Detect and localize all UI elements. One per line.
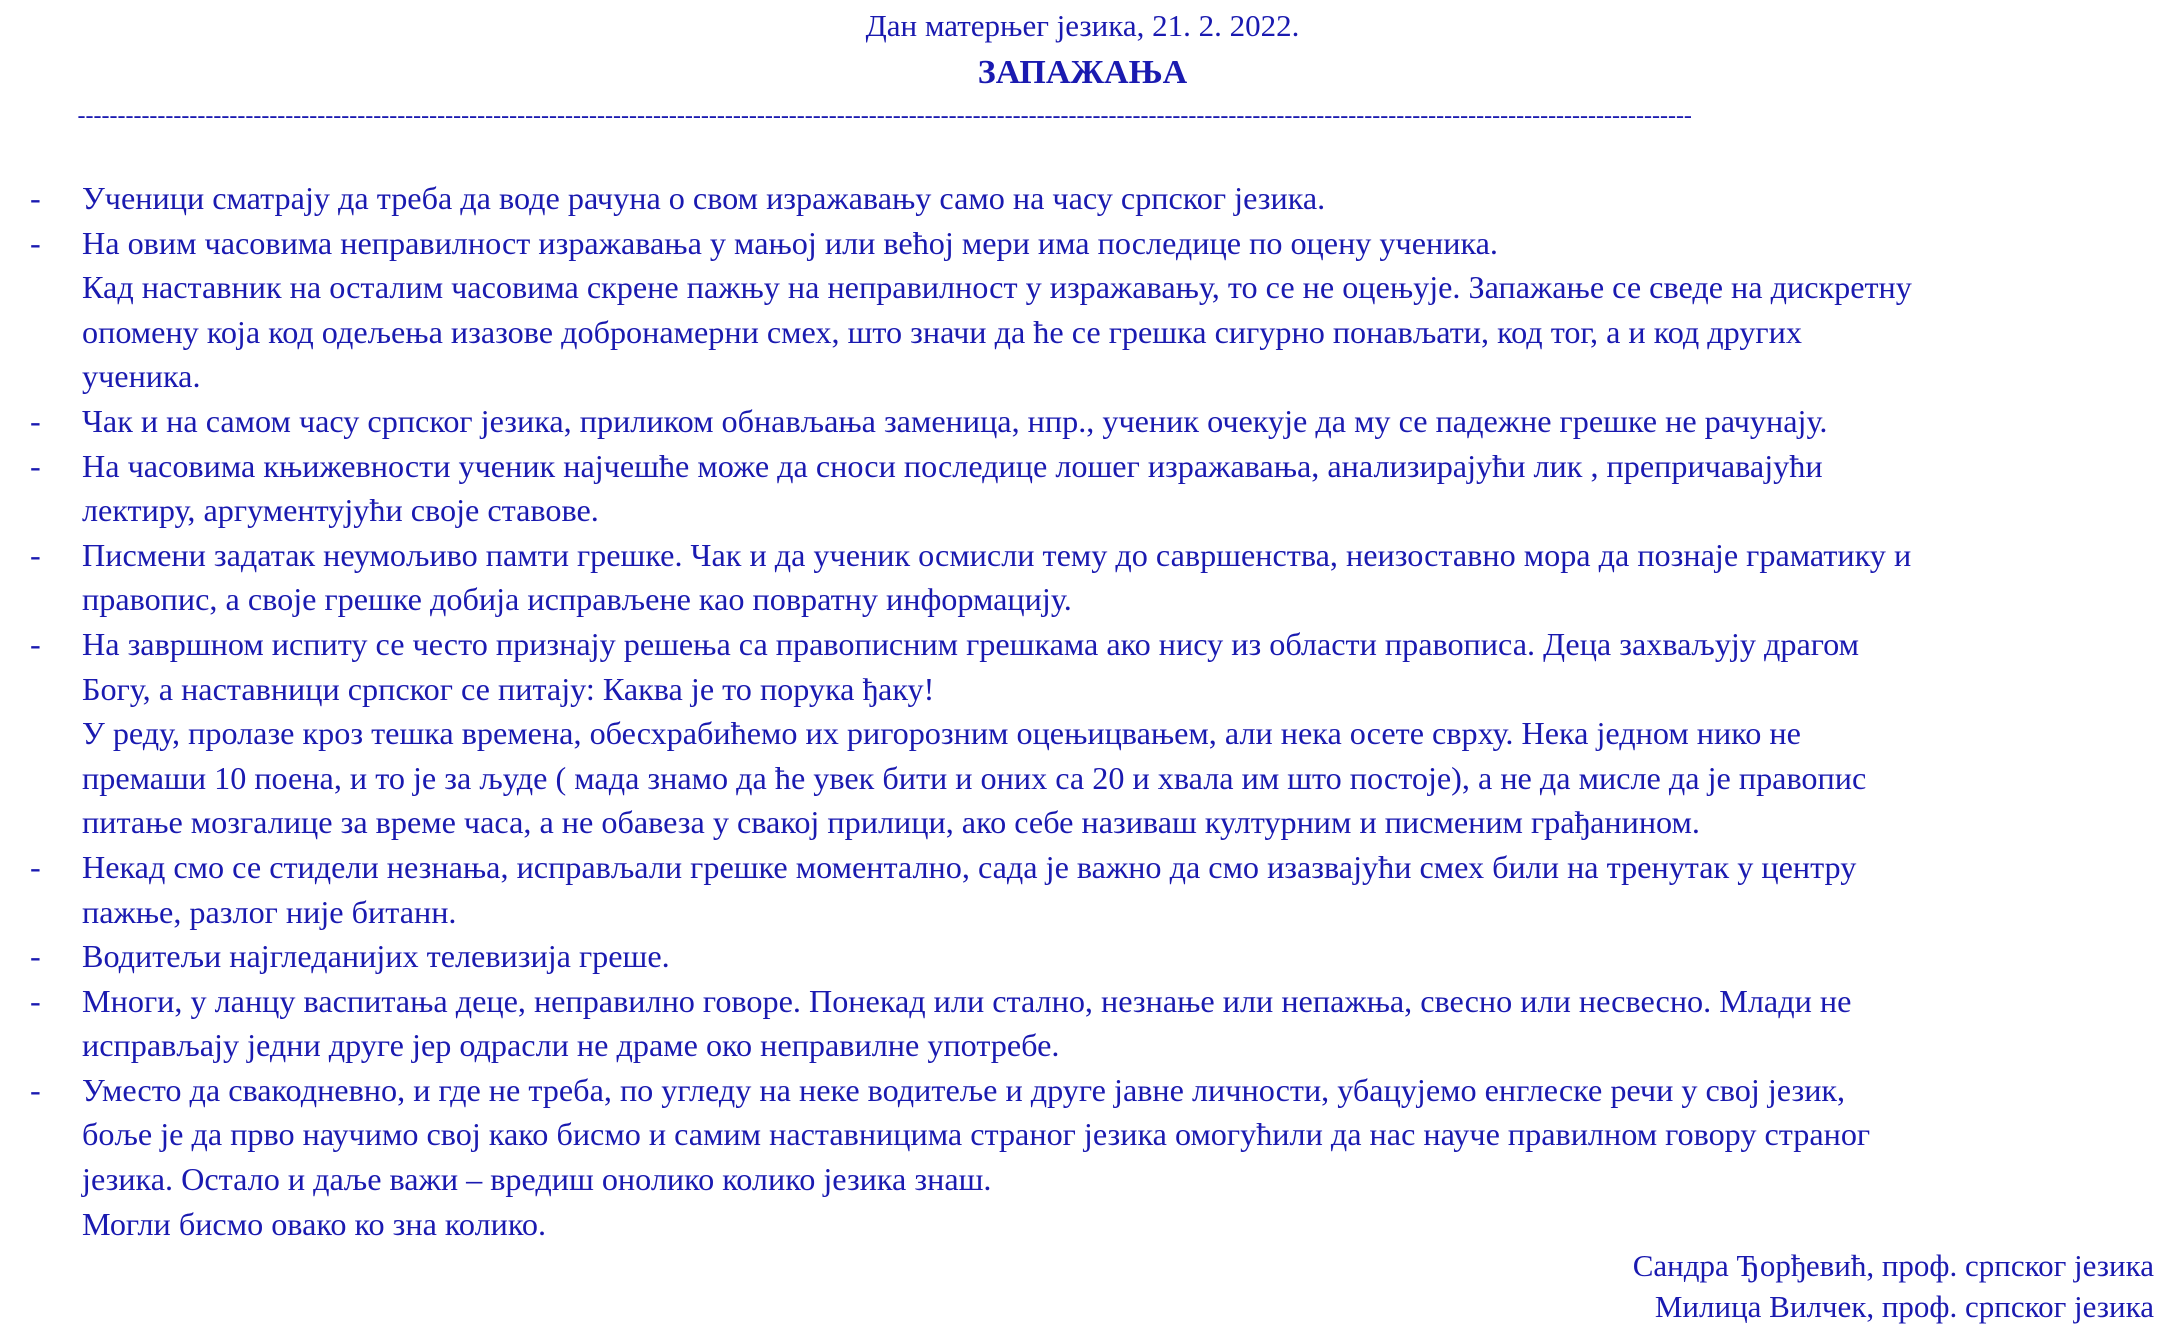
- list-item-line: питање мозгалице за време часа, а не обавеза у свакој прилици, ако себе називаш културним и писменим грађанином.: [82, 804, 1700, 841]
- list-item-line: Некад смо се стидели незнања, исправљали грешке моментално, сада је важно да смо изазвајући смех били на тренутак у центру: [82, 848, 1857, 885]
- list-bullet-dash: -: [30, 982, 41, 1019]
- list-item: [0, 399, 2165, 444]
- list-bullet-dash: -: [30, 536, 41, 573]
- list-item-line: На часовима књижевности ученик најчешће може да сноси последице лошег изражавања, анализирајући лик , препричавајући: [82, 447, 1823, 484]
- header-divider: ----------------------------------------------------------------------------------------------------------------------------------------------------------------------------------------------------------: [77, 103, 1692, 129]
- list-item-line: језика. Остало и даље важи – вредиш онолико колико језика знаш.: [82, 1161, 992, 1198]
- list-item-line: У реду, пролазе кроз тешка времена, обесхрабићемо их ригорозним оцењицвањем, али нека осете сврху. Нека једном нико не: [82, 715, 1801, 752]
- list-item-line: ученика.: [82, 358, 201, 395]
- list-bullet-dash: -: [30, 402, 41, 439]
- signature-line: Милица Вилчек, проф. српског језика: [1654, 1289, 2154, 1324]
- list-item: [0, 845, 2165, 934]
- list-bullet-dash: -: [30, 848, 41, 885]
- list-item-line: На овим часовима неправилност изражавања у мањој или већој мери има последице по оцену ученика.: [82, 224, 1498, 261]
- list-item: [0, 533, 2165, 622]
- list-item: [0, 221, 2165, 399]
- list-item-line: Ученици сматрају да треба да воде рачуна о свом изражавању само на часу српског језика.: [82, 180, 1326, 216]
- list-item-line: Богу, а наставници српског се питају: Каква је то порука ђаку!: [82, 670, 935, 707]
- document-title: ЗАПАЖАЊА: [977, 54, 1188, 91]
- list-item-line: правопис, а своје грешке добија исправљене као повратну информацију.: [82, 581, 1072, 618]
- list-item-line: премаши 10 поена, и то је за људе ( мада знамо да ће увек бити и оних са 20 и хвала им што постоје), а не да мисле да је правопис: [82, 759, 1867, 796]
- list-bullet-dash: -: [30, 447, 41, 484]
- list-item-line: Писмени задатак неумољиво памти грешке. Чак и да ученик осмисли тему до савршенства, неизоставно мора да познаје граматику и: [82, 536, 1912, 573]
- list-item-line: Могли бисмо овако ко зна колико.: [82, 1205, 547, 1242]
- list-item: [0, 979, 2165, 1068]
- list-item-line: исправљају једни друге јер одрасли не драме око неправилне употребе.: [82, 1027, 1060, 1064]
- document-subtitle: Дан матерњег језика, 21. 2. 2022.: [865, 8, 1300, 43]
- list-item-line: боље је да прво научимо свој како бисмо и самим наставницима страног језика омогућили да нас науче правилном говору страног: [82, 1116, 1871, 1153]
- list-item-line: лектиру, аргументујући своје ставове.: [82, 492, 599, 529]
- signature-line: Сандра Ђорђевић, проф. српског језика: [1632, 1248, 2154, 1283]
- list-item: [0, 176, 2165, 221]
- list-bullet-dash: -: [30, 180, 41, 216]
- document-header: [0, 0, 2165, 130]
- list-item-line: опомену која код одељења изазове добронамерни смех, што значи да ће се грешка сигурно понављати, код тог, а и код других: [82, 313, 1802, 350]
- list-item-line: На завршном испиту се често признају решења са правописним грешкама ако нису из области правописа. Деца захваљују драгом: [82, 625, 1860, 662]
- list-bullet-dash: -: [30, 224, 41, 261]
- list-item: [0, 444, 2165, 533]
- list-bullet-dash: -: [30, 625, 41, 662]
- observations-list: [0, 176, 2165, 1246]
- list-bullet-dash: -: [30, 938, 41, 975]
- signatures-block: [1633, 1245, 2154, 1327]
- list-item-line: Многи, у ланцу васпитања деце, неправилно говоре. Понекад или стално, незнање или непажња, свесно или несвесно. Млади не: [82, 982, 1852, 1019]
- list-item-line: Кад наставник на осталим часовима скрене пажњу на неправилност у изражавању, то се не оцењује. Запажање се сведе на дискретну: [82, 269, 1912, 306]
- list-item: [0, 1068, 2165, 1246]
- list-item: [0, 622, 2165, 845]
- list-item-line: Чак и на самом часу српског језика, приликом обнављања заменица, нпр., ученик очекује да му се падежне грешке не рачунају.: [82, 402, 1828, 439]
- list-item-line: Уместо да свакодневно, и где не треба, по угледу на неке водитеље и друге јавне личности, убацујемо енглеске речи у свој језик,: [82, 1071, 1846, 1108]
- list-item: [0, 934, 2165, 979]
- list-bullet-dash: -: [30, 1071, 41, 1108]
- list-item-line: Водитељи најгледанијих телевизија греше.: [82, 938, 670, 975]
- list-item-line: пажње, разлог није битанн.: [82, 893, 457, 930]
